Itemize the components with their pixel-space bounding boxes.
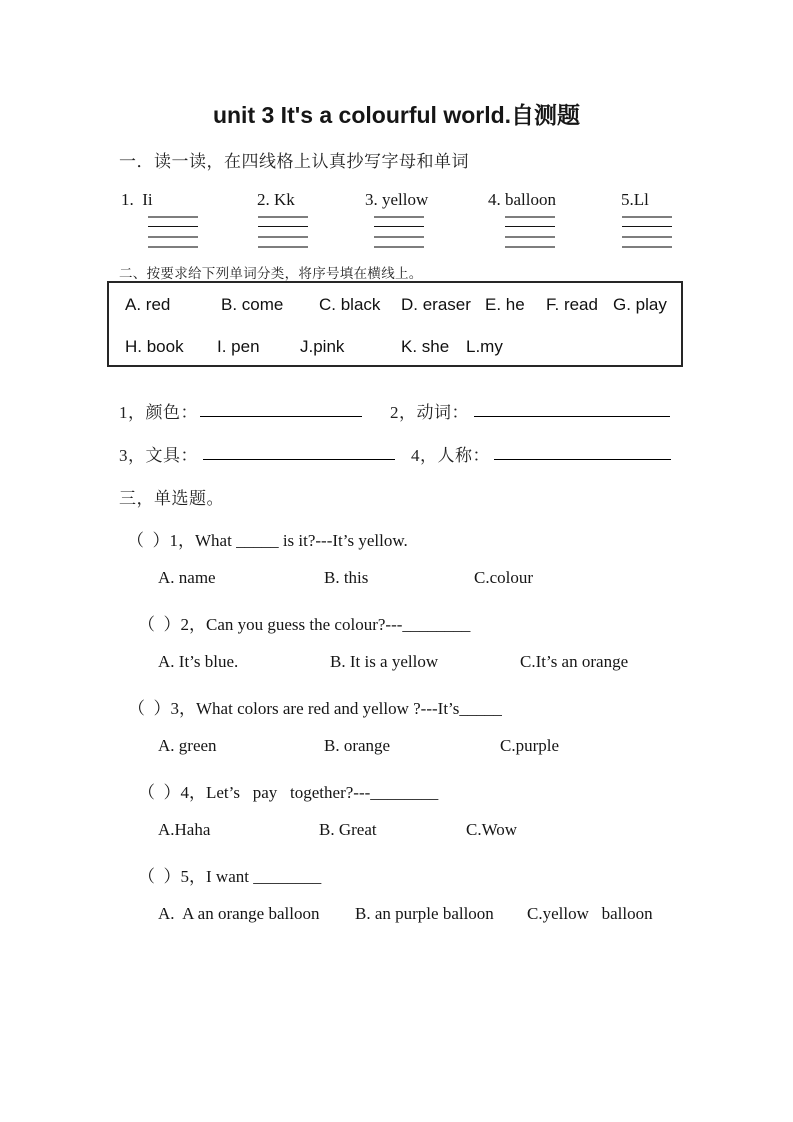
blank-label: 4，人称： <box>411 446 490 465</box>
word-item: D. eraser <box>401 295 471 314</box>
word-item: K. she <box>401 337 450 356</box>
blank-label: 1，颜色： <box>119 403 198 422</box>
option-item: C.colour <box>474 568 534 587</box>
section2-heading: 二、按要求给下列单词分类，将序号填在横线上。 <box>119 266 423 281</box>
word-item: L.my <box>466 337 503 356</box>
question-text: （ ）4，Let’s pay together?---________ <box>138 783 439 802</box>
word-item: B. come <box>221 295 284 314</box>
option-item: A. A an orange balloon <box>158 904 320 923</box>
question-text: （ ）5，I want ________ <box>138 867 322 886</box>
word-item: G. play <box>613 295 667 314</box>
option-item: A. It’s blue. <box>158 652 239 671</box>
answer-blank-line <box>494 443 671 460</box>
option-item: B. an purple balloon <box>355 904 494 923</box>
answer-blank-line <box>474 400 670 417</box>
word-item: I. pen <box>217 337 260 356</box>
option-item: A.Haha <box>158 820 211 839</box>
option-item: B. Great <box>319 820 377 839</box>
word-item: F. read <box>546 295 598 314</box>
word-box <box>107 281 683 367</box>
page-title: unit 3 It's a colourful world.自测题 <box>212 102 581 128</box>
four-line-grid <box>374 216 424 248</box>
question-text: （ ）1，What _____ is it?---It’s yellow. <box>127 531 408 550</box>
option-item: C.Wow <box>466 820 518 839</box>
option-item: B. this <box>324 568 369 587</box>
answer-blank-line <box>203 443 395 460</box>
option-item: C.It’s an orange <box>520 652 629 671</box>
word-item: H. book <box>125 337 184 356</box>
option-item: C.yellow balloon <box>527 904 653 923</box>
four-line-grid <box>505 216 555 248</box>
copy-item-label: 4. balloon <box>488 190 556 209</box>
section3-heading: 三，单选题。 <box>119 489 224 508</box>
question-text: （ ）3，What colors are red and yellow ?---It’s_____ <box>128 699 502 718</box>
copy-item-label: 3. yellow <box>365 190 429 209</box>
word-item: A. red <box>125 295 171 314</box>
option-item: C.purple <box>500 736 560 755</box>
option-item: A. green <box>158 736 217 755</box>
word-item: J.pink <box>300 337 345 356</box>
question-text: （ ）2，Can you guess the colour?---________ <box>138 615 471 634</box>
word-item: E. he <box>485 295 525 314</box>
answer-blank-line <box>200 400 362 417</box>
blank-label: 3，文具： <box>119 446 198 465</box>
word-item: C. black <box>319 295 381 314</box>
four-line-grid <box>148 216 198 248</box>
four-line-grid <box>622 216 672 248</box>
copy-item-label: 1. Ii <box>121 190 153 209</box>
option-item: B. orange <box>324 736 391 755</box>
copy-item-label: 2. Kk <box>257 190 295 209</box>
section1-heading: 一．读一读，在四线格上认真抄写字母和单词 <box>119 152 469 171</box>
four-line-grid <box>258 216 308 248</box>
copy-item-label: 5.Ll <box>621 190 649 209</box>
option-item: A. name <box>158 568 216 587</box>
blank-label: 2，动词： <box>390 403 469 422</box>
option-item: B. It is a yellow <box>330 652 439 671</box>
